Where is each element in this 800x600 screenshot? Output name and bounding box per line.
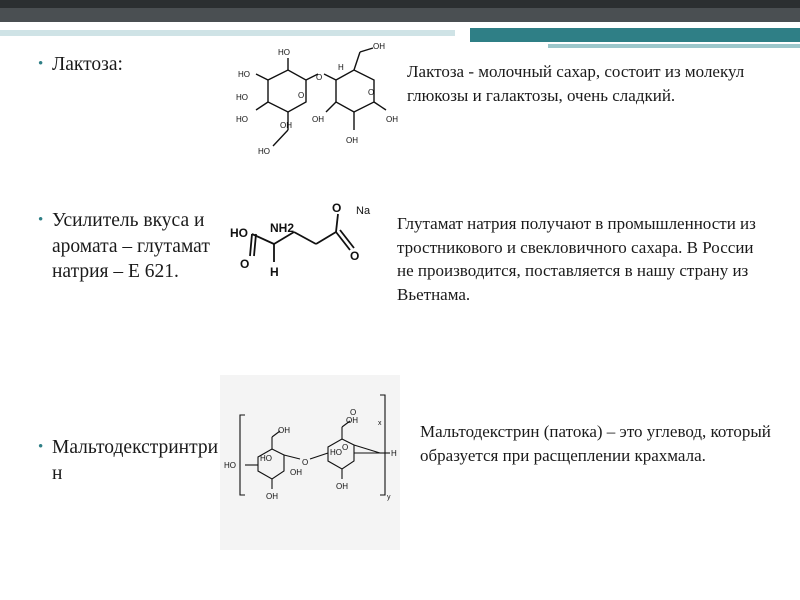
malto-label-ho2: HO [260, 454, 272, 463]
bullet-lactose [38, 52, 222, 78]
maltodextrin-structure [220, 375, 400, 550]
maltodextrin-bonds [240, 395, 390, 495]
bullet-dot-icon: • [38, 212, 44, 228]
lactose-label-ho1: HO [278, 48, 290, 57]
glutamate-label-na: Na [356, 205, 371, 217]
bullet-lactose-text: Лактоза: [52, 54, 123, 75]
glutamate-label-o1: O [240, 257, 250, 271]
bullet-maltodextrin-text: Мальтодекстринтрин [52, 437, 219, 484]
malto-label-y: y [387, 494, 391, 501]
lactose-structure [228, 40, 403, 165]
lactose-label-o1: O [316, 73, 323, 82]
malto-label-oh3: OH [290, 468, 302, 477]
malto-label-h: H [391, 449, 397, 458]
bullet-maltodextrin [38, 435, 220, 486]
lactose-label-ho2: HO [238, 70, 250, 79]
lactose-label-oh3: OH [346, 136, 358, 145]
maltodextrin-description: Мальтодекстрин (патока) – это углевод, который образуется при расщеплении крахмала. [420, 422, 771, 465]
lactose-label-ho4: HO [236, 115, 248, 124]
lactose-label-o2: O [298, 91, 305, 100]
lactose-label-oh4: OH [386, 115, 398, 124]
lactose-label-ho3: HO [236, 93, 248, 102]
malto-label-oh4: OH [346, 416, 358, 425]
malto-label-oh5: OH [336, 482, 348, 491]
malto-label-o3: O [342, 443, 349, 452]
malto-label-oh2: OH [266, 492, 278, 501]
decor-stripe-teal-light [548, 44, 800, 48]
slide-top-bar-dark [0, 0, 800, 8]
glutamate-label-ho: HO [230, 226, 248, 240]
malto-label-o2: O [350, 408, 357, 417]
lactose-label-oh2: OH [312, 115, 324, 124]
decor-stripe-teal [470, 28, 800, 42]
glutamate-structure [228, 198, 393, 288]
glutamate-label-nh2: NH2 [270, 221, 295, 235]
lactose-label-ho5: HO [258, 147, 270, 156]
glutamate-label-h: H [270, 265, 279, 279]
bullet-glutamate-text: Усилитель вкуса и аромата – глутамат натрия – Е 621. [52, 210, 210, 282]
lactose-bonds [256, 48, 386, 146]
malto-label-x: x [378, 420, 382, 427]
malto-label-o1: O [302, 458, 309, 467]
glutamate-label-o3: O [350, 249, 360, 263]
glutamate-bonds [250, 214, 354, 262]
bullet-glutamate [38, 208, 212, 285]
malto-label-ho3: HO [330, 448, 342, 457]
lactose-label-oh5: OH [280, 121, 292, 130]
lactose-label-h: H [338, 63, 344, 72]
glutamate-description: Глутамат натрия получают в промышленности из тростникового и свекловичного сахара. В России не производится, поставляется в нашу страну из Вьетнама. [397, 214, 756, 304]
malto-label-oh1: OH [278, 426, 290, 435]
malto-label-ho1: HO [224, 461, 236, 470]
lactose-label-o3: O [368, 88, 375, 97]
glutamate-label-o2: O [332, 201, 342, 215]
lactose-label-oh1: OH [373, 42, 385, 51]
bullet-dot-icon: • [38, 56, 44, 72]
bullet-dot-icon: • [38, 439, 44, 455]
lactose-description: Лактоза - молочный сахар, состоит из молекул глюкозы и галактозы, очень сладкий. [407, 62, 745, 105]
decor-stripe-light [0, 30, 455, 36]
